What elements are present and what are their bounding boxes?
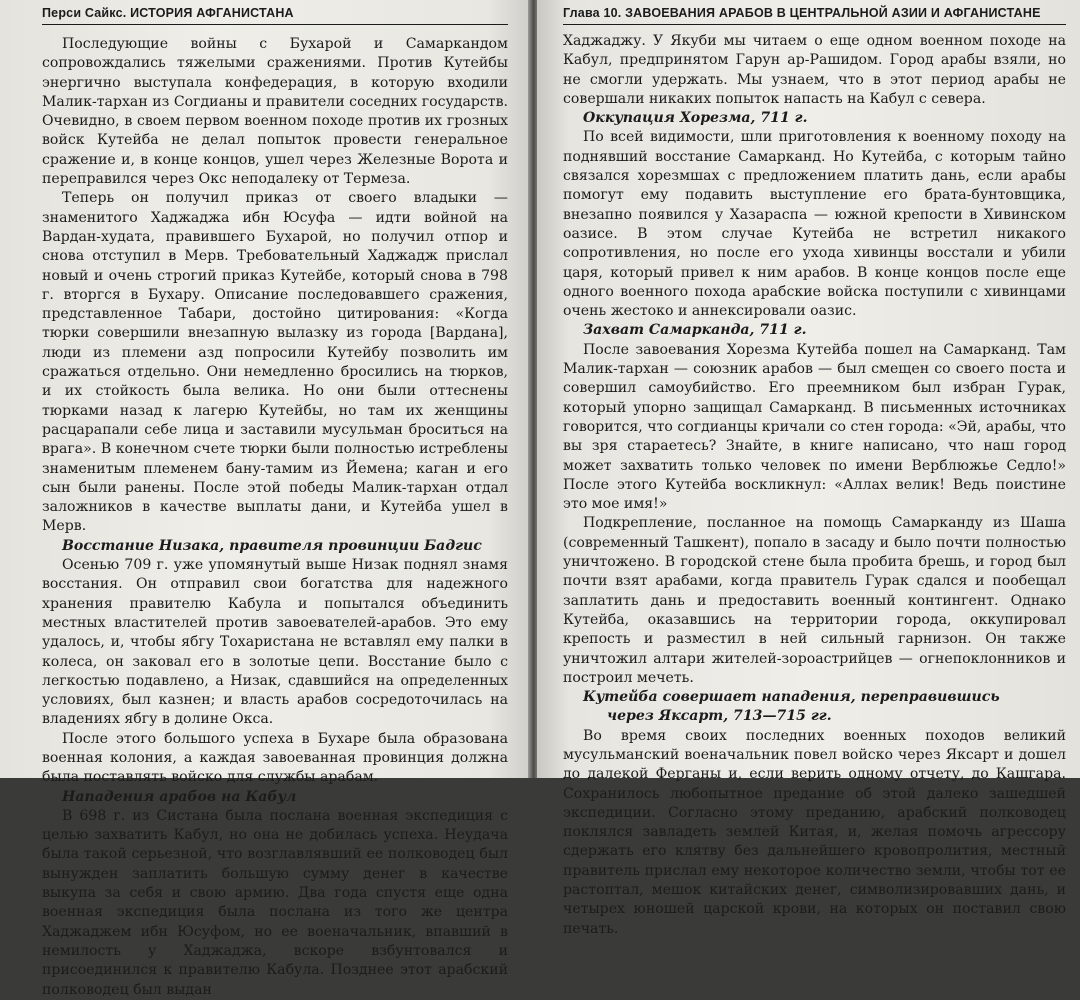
left-page-text xyxy=(42,35,508,1000)
running-header-right: Глава 10. ЗАВОЕВАНИЯ АРАБОВ В ЦЕНТРАЛЬНОЙ АЗИИ И АФГАНИСТАНЕ xyxy=(563,0,1066,25)
running-header-left: Перси Сайкс. ИСТОРИЯ АФГАНИСТАНА xyxy=(42,0,508,25)
paragraph: Подкрепление, посланное на помощь Самарканду из Шаша (современный Ташкент), попало в засаду и было почти полностью уничтожено. В городской стене была пробита брешь, и город был почти взят арабами, когда правитель Гурак сдался и пообещал заплатить дань и предоставить военный контингент. Однако Кутейба, оказавшись на территории города, оккупировал крепость и разместил в ней сильный гарнизон. Он также уничтожил алтари жителей-зороастрийцев — огнепоклонников и построил мечеть. xyxy=(563,515,1066,686)
section-heading: Оккупация Хорезма, 711 г. xyxy=(583,110,808,127)
paragraph: Теперь он получил приказ от своего владыки — знаменитого Хаджаджа ибн Юсуфа — идти войной на Вардан-худата, правившего Бухарой, но получил отпор и снова отступил в Мерв. Требовательный Хаджадж прислал новый и очень строгий приказ Кутейбе, который снова в 798 г. вторгся в Бухару. Описание последовавшего сражения, представленное Табари, достойно цитирования: «Когда тюрки совершили внезапную вылазку из города [Вардана], люди из племени азд попросили Кутейбу позволить им сражаться отдельно. Они немедленно бросились на тюрков, и их стойкость была велика. Но они были оттеснены тюрками назад к лагерю Кутейбы, но там их женщины расцарапали себе лица и заставили мусульман броситься на врага». В конечном счете тюрки были полностью истреблены знаменитым племенем бану-тамим из Йемена; каган и его сын были ранены. После этой победы Малик-тархан отдал заложников в качестве выплаты дани, и Кутейба ушел в Мерв. xyxy=(42,190,508,535)
paragraph: Осенью 709 г. уже упомянутый выше Низак поднял знамя восстания. Он отправил свои богатства для надежного хранения правителю Кабула и попытался объединить местных властителей против завоевателей-арабов. Это ему удалось, и, чтобы ябгу Тохаристана не вставлял ему палки в колеса, он заковал его в золотые цепи. Восстание было с легкостью подавлено, а Низак, сдавшийся на определенных условиях, был казнен; и власть арабов сосредоточилась на владениях ябгу в долине Окса. xyxy=(42,557,508,728)
section-heading: Кутейба совершает нападения, переправившись xyxy=(583,689,1000,706)
section-heading: Нападения арабов на Кабул xyxy=(62,788,297,805)
paragraph: Последующие войны с Бухарой и Самаркандом сопровождались тяжелыми сражениями. Против Кутейбы энергично выступала конфедерация, в которую входили Малик-тархан из Согдианы и правители соседних государств. Очевидно, в своем первом военном походе против их грозных войск Кутейба не делал попыток провести генеральное сражение и, в конце концов, ушел через Железные Ворота и переправился через Окс неподалеку от Термеза. xyxy=(42,36,508,188)
right-page xyxy=(537,0,1080,937)
paragraph-continuation: Хаджаджу. У Якуби мы читаем о еще одном военном походе на Кабул, предпринятом Гарун ар-Рашидом. Город арабы взяли, но не смогли удержать. Мы узнаем, что в этот период арабы не совершали никаких попыток напасть на Кабул с севера. xyxy=(563,33,1066,107)
section-heading: Восстание Низака, правителя провинции Бадгис xyxy=(62,537,482,554)
paragraph: Во время своих последних военных походов великий мусульманский военачальник повел войско через Яксарт и дошел до далекой Ферганы и, если верить одному отчету, до Кашгара. Сохранилось любопытное предание об этой далеко зашедшей экспедиции. Согласно этому преданию, арабский полководец поклялся завладеть землей Китая, и, желая помочь агрессору сдержать его клятву без дальнейшего кровопролития, местный правитель прислал ему некоторое количество земли, чтобы тот ее растоптал, мешок китайских денег, символизировавших дань, и четырех юношей царской крови, на которых он поставил свою печать. xyxy=(563,727,1066,937)
left-page xyxy=(0,0,530,998)
paragraph: После завоевания Хорезма Кутейба пошел на Самарканд. Там Малик-тархан — союзник арабов — был смещен со своего поста и совершил самоубийство. Его преемником был избран Гурак, который упорно защищал Самарканд. В письменных источниках говорится, что согдианцы кричали со стен города: «Эй, арабы, что вы зря стараетесь? Знайте, в книге написано, что наш город может захватить только человек по имени Верблюжье Седло!» После этого Кутейба воскликнул: «Аллах велик! Ведь поистине это мое имя!» xyxy=(563,341,1066,513)
paragraph: По всей видимости, шли приготовления к военному походу на поднявший восстание Самарканд. Но Кутейба, с которым тайно связался хорезмшах с предложением платить дань, если арабы помогут ему подавить выступление его брата-бунтовщика, внезапно появился у Хазараспа — южной крепости в Хивинском оазисе. В этом случае Кутейба не встретил никакого сопротивления, но после его ухода хивинцы восстали и убили царя, который привел к ним арабов. В конце концов после еще одного военного похода арабские войска поступили с хивинцами очень жестоко и аннексировали оазис. xyxy=(563,129,1066,320)
section-heading-line-2: через Яксарт, 713—715 гг. xyxy=(607,708,832,725)
right-page-text xyxy=(563,32,1066,939)
section-heading: Захват Самарканда, 711 г. xyxy=(583,322,807,339)
paragraph: После этого большого успеха в Бухаре была образована военная колония, а каждая завоеванная провинция должна была поставлять войско для службы арабам. xyxy=(42,730,508,786)
paragraph: В 698 г. из Систана была послана военная экспедиция с целью захватить Кабул, но она не добилась успеха. Неудача была такой серьезной, что возглавлявший ее полководец был вынужден заплатить большую сумму денег в качестве выкупа за себя и свою армию. Два года спустя еще одна военная экспедиция была послана из того же центра Хаджаджем ибн Юсуфом, но ее военачальник, впавший в немилость у Хаджаджа, вскоре взбунтовался и присоединился к правителю Кабула. Позднее этот арабский полководец был выдан xyxy=(42,807,508,998)
